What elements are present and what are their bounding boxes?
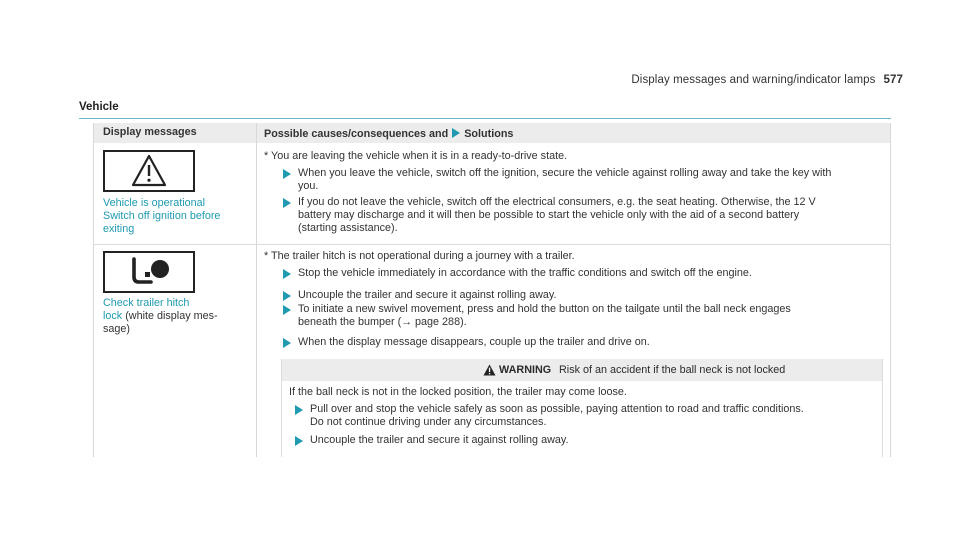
step-text — [298, 196, 816, 235]
step-arrow-icon — [295, 436, 303, 446]
message-line-colored: lock — [103, 310, 123, 322]
cause-text: * You are leaving the vehicle when it is in a ready-to-drive state. — [264, 150, 568, 162]
step-line: you. — [298, 180, 319, 192]
message-line: Switch off ignition before — [103, 210, 221, 222]
messages-table — [93, 123, 891, 457]
step-text: Stop the vehicle immediately in accordance with the traffic conditions and switch off the engine. — [298, 267, 752, 279]
col-header-causes-text: Possible causes/consequences and — [264, 128, 449, 140]
warning-box — [281, 359, 883, 457]
chapter-title: Display messages and warning/indicator lamps — [631, 74, 876, 86]
step-arrow-icon — [283, 338, 291, 348]
table-header — [93, 123, 891, 143]
trailer-hitch-icon — [105, 253, 193, 291]
step-line: battery may discharge and it will then be possible to start the vehicle only with the aid of a second battery — [298, 209, 800, 221]
table-left-border — [93, 123, 94, 457]
table-right-border — [890, 123, 891, 457]
step-line: When you leave the vehicle, switch off the ignition, secure the vehicle against rolling away and take the key with — [298, 167, 832, 179]
page-number: 577 — [883, 74, 903, 86]
step-arrow-icon — [283, 305, 291, 315]
step-text — [298, 303, 791, 329]
step-arrow-icon — [283, 291, 291, 301]
trailer-hitch-display-icon — [103, 251, 195, 293]
col-header-display-messages: Display messages — [103, 126, 197, 138]
warning-triangle-icon — [483, 364, 496, 376]
step-arrow-icon — [283, 269, 291, 279]
message-line — [103, 310, 218, 323]
step-line: (starting assistance). — [298, 222, 398, 234]
step-line: Pull over and stop the vehicle safely as soon as possible, paying attention to road and traffic conditions. — [310, 403, 804, 415]
step-line: To initiate a new swivel movement, press and hold the button on the tailgate until the ball neck engages — [298, 303, 791, 315]
section-rule — [79, 118, 891, 119]
message-line: Check trailer hitch — [103, 297, 190, 309]
warning-text: If the ball neck is not in the locked position, the trailer may come loose. — [289, 386, 627, 398]
warning-step-text: Uncouple the trailer and secure it against rolling away. — [310, 434, 569, 446]
step-arrow-icon — [283, 198, 291, 208]
step-line: Do not continue driving under any circumstances. — [310, 416, 547, 428]
cause-text: * The trailer hitch is not operational during a journey with a trailer. — [264, 250, 575, 262]
running-header — [631, 74, 903, 86]
table-column-divider — [256, 123, 257, 457]
step-text — [298, 167, 831, 193]
step-line: beneath the bumper (→ page 288). — [298, 316, 467, 328]
warning-header — [282, 359, 882, 381]
col-header-causes — [264, 128, 513, 141]
message-line-plain: (white display mes- — [122, 310, 218, 322]
message-line: exiting — [103, 223, 135, 235]
step-line: If you do not leave the vehicle, switch off the electrical consumers, e.g. the seat heating. Otherwise, the 12 V — [298, 196, 816, 208]
warning-display-icon — [103, 150, 195, 192]
solution-arrow-icon — [452, 128, 460, 138]
col-header-solutions-text: Solutions — [464, 128, 514, 140]
warning-step-text — [310, 403, 804, 429]
step-arrow-icon — [295, 405, 303, 415]
display-message-vehicle-operational — [103, 197, 220, 236]
step-text: Uncouple the trailer and secure it against rolling away. — [298, 289, 557, 301]
message-line: Vehicle is operational — [103, 197, 206, 209]
step-arrow-icon — [283, 169, 291, 179]
display-message-check-trailer-hitch — [103, 297, 218, 336]
row-divider — [93, 244, 891, 245]
message-line: sage) — [103, 323, 131, 335]
warning-label: WARNING — [499, 364, 552, 376]
warning-triangle-icon — [105, 152, 193, 190]
warning-title: Risk of an accident if the ball neck is not locked — [559, 364, 786, 376]
step-text: When the display message disappears, couple up the trailer and drive on. — [298, 336, 650, 348]
section-title: Vehicle — [79, 101, 119, 113]
